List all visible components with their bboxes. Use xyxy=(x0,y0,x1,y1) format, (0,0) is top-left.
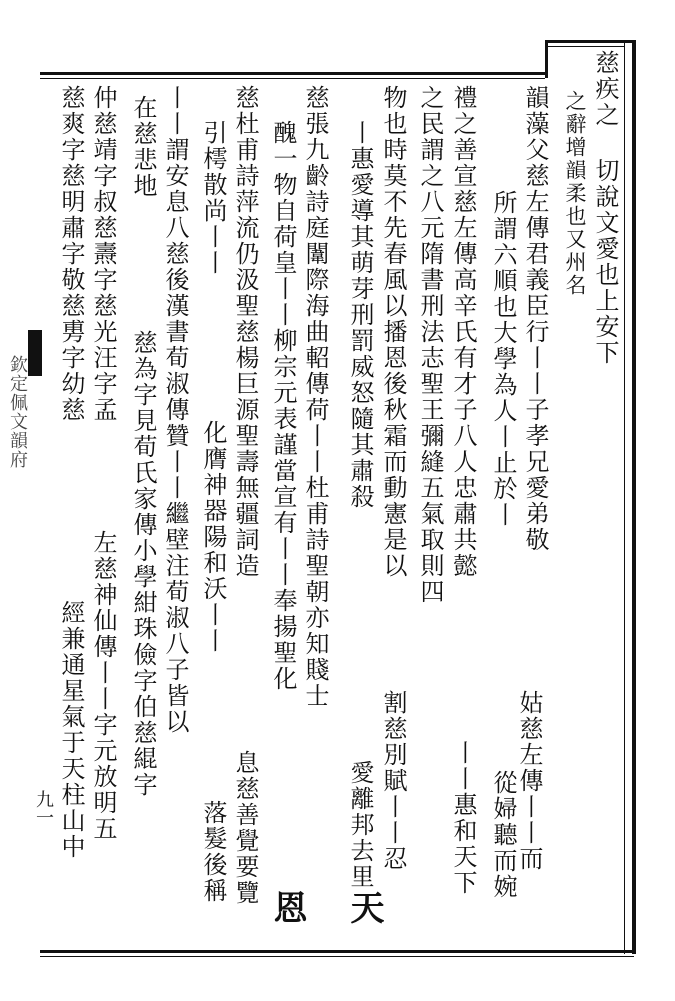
text-column-18: 慈杜甫詩萍流仍汲聖慈楊巨源聖壽無疆詞造 xyxy=(231,85,259,579)
margin-page-number: 九一 xyxy=(33,790,54,826)
text-column-19: 引樗散尚丨丨 xyxy=(199,120,227,276)
text-column-5: 姑慈左傳丨丨而 xyxy=(515,690,543,872)
text-column-3: 韻藻父慈左傳君義臣行丨丨子孝兄愛弟敬 xyxy=(521,85,549,553)
text-column-4: 所謂六順也大學為人丨止於丨 xyxy=(489,190,517,528)
head-box-top-rule xyxy=(545,40,636,43)
text-column-29: 經兼通星氣于天柱山中 xyxy=(57,600,85,860)
text-column-8: 之民謂之八元隋書刑法志聖王彌縫五氣取則四 xyxy=(416,85,444,605)
text-column-1: 慈疾之 切說文愛也上安下 xyxy=(591,50,619,366)
text-column-21: 息慈善覺要覽 xyxy=(231,750,259,906)
text-column-13: 愛離邦去里 xyxy=(346,760,374,890)
text-column-23: 丨丨謂安息八慈後漢書荀淑傳贊丨丨繼壁注荀淑八子皆以 xyxy=(161,85,189,735)
text-column-26: 仲慈靖字叔慈燾字慈光汪字孟 xyxy=(89,85,117,423)
right-border-rule xyxy=(632,40,636,954)
text-column-28: 左慈神仙傳丨丨字元放明五 xyxy=(89,530,117,842)
bottom-border-thin-rule xyxy=(40,956,634,957)
text-column-2: 之辭增韻柔也又州名 xyxy=(563,90,587,297)
text-column-14: 天 xyxy=(344,890,384,926)
text-column-9: 丨丨惠和天下 xyxy=(449,740,477,896)
text-column-24: 在慈悲地 xyxy=(129,95,157,199)
text-column-16: 醜一物自荷皇丨丨柳宗元表謹當宣有丨丨奉揚聖化 xyxy=(269,120,297,692)
top-border-thin-rule xyxy=(40,78,545,79)
text-column-12: 割慈別賦丨丨忍 xyxy=(379,690,407,872)
text-column-22: 落髮後稱 xyxy=(199,800,227,904)
text-column-15: 慈張九齡詩庭闈際海曲軺傳荷丨丨杜甫詩聖朝亦知賤士 xyxy=(301,85,329,709)
margin-fishtail-mark xyxy=(28,330,42,376)
text-column-6: 從婦聽而婉 xyxy=(489,770,517,900)
top-border-rule xyxy=(40,72,545,75)
text-column-7: 禮之善宣慈左傳高辛氏有才子八人忠肅共懿 xyxy=(449,85,477,579)
text-column-10: 物也時莫不先春風以播恩後秋霜而動憲是以 xyxy=(379,85,407,579)
margin-book-title: 欽定佩文韻府 xyxy=(7,355,28,469)
text-column-27: 慈爽字慈明肅字敬慈旉字幼慈 xyxy=(57,85,85,423)
text-column-25: 慈為字見荀氏家傳小學紺珠儉字伯慈緄字 xyxy=(129,330,157,798)
text-column-11: 丨惠愛導其萌芽刑罰威怒隨其肅殺 xyxy=(346,120,374,510)
bottom-border-rule xyxy=(40,950,634,953)
head-box-left-rule xyxy=(545,40,548,78)
text-column-20: 化膺神器陽和沃丨丨 xyxy=(199,420,227,654)
head-box-thin-rule xyxy=(545,46,625,47)
text-column-17: 恩 xyxy=(267,890,307,926)
right-border-thin-rule xyxy=(624,40,625,954)
